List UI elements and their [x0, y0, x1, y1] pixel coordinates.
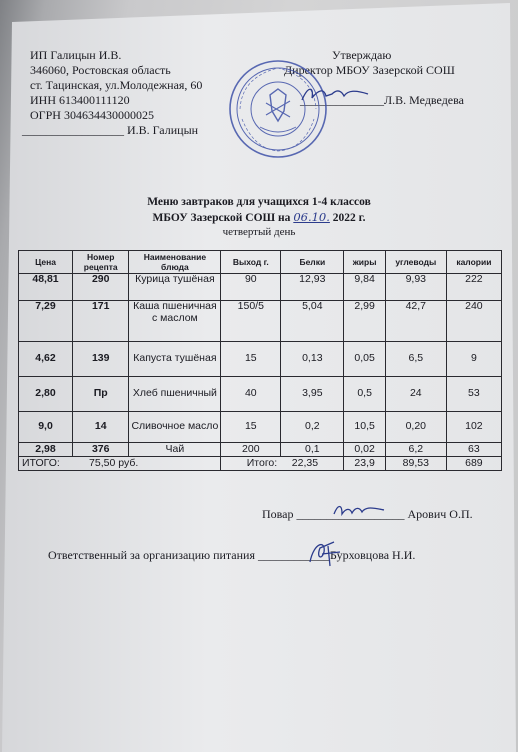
yield-cell: 15 — [221, 342, 281, 377]
totals-label: Итого: — [246, 457, 278, 469]
menu-school-date — [0, 210, 518, 225]
recipe-cell: 14 — [73, 412, 129, 443]
price-cell: 4,62 — [19, 342, 73, 377]
fat-cell: 0,02 — [344, 443, 385, 457]
total-carbs: 89,53 — [385, 457, 446, 471]
dish-cell: Капуста тушёная — [129, 342, 221, 377]
cook-label: Повар — [262, 507, 294, 521]
table-row — [19, 342, 502, 377]
recipe-cell: 139 — [73, 342, 129, 377]
column-header: Номер рецепта — [73, 251, 129, 274]
protein-cell: 3,95 — [281, 377, 344, 412]
yield-cell: 200 — [221, 443, 281, 457]
yield-cell: 90 — [221, 274, 281, 301]
recipe-cell: Пр — [73, 377, 129, 412]
org-signature-name: И.В. Галицын — [127, 123, 199, 137]
total-label: ИТОГО: — [22, 457, 60, 469]
recipe-cell: 290 — [73, 274, 129, 301]
cook-name: Арович О.П. — [407, 507, 473, 521]
director-signature-icon — [298, 82, 372, 106]
carbs-cell: 9,93 — [385, 274, 446, 301]
cook-signature-icon — [330, 500, 390, 520]
menu-year: 2022 г. — [332, 212, 366, 224]
total-row — [19, 457, 502, 471]
column-header: Цена — [19, 251, 73, 274]
menu-school-label: МБОУ Зазерской СОШ на — [152, 212, 291, 224]
fat-cell: 2,99 — [344, 301, 385, 342]
responsible-name: Бурховцова Н.И. — [330, 548, 416, 562]
responsible-label: Ответственный за организацию питания — [48, 548, 255, 562]
menu-title: Меню завтраков для учащихся 1-4 классов — [147, 196, 371, 208]
responsible-signature-line — [48, 548, 415, 562]
carbs-cell: 42,7 — [385, 301, 446, 342]
protein-cell: 0,1 — [281, 443, 344, 457]
dish-cell: Чай — [129, 443, 221, 457]
kcal-cell: 53 — [446, 377, 501, 412]
kcal-cell: 222 — [446, 274, 501, 301]
org-signature-blank: _________________ — [22, 123, 124, 137]
org-ogrn: ОГРН 304634430000025 — [30, 108, 154, 122]
dish-cell: Хлеб пшеничный — [129, 377, 221, 412]
table-row — [19, 274, 502, 301]
dish-cell: Курица тушёная — [129, 274, 221, 301]
table-row — [19, 412, 502, 443]
fat-cell: 0,5 — [344, 377, 385, 412]
yield-cell: 150/5 — [221, 301, 281, 342]
kcal-cell: 63 — [446, 443, 501, 457]
table-row — [19, 377, 502, 412]
director-position: Директор МБОУ Зазерской СОШ — [284, 63, 455, 77]
table-row — [19, 301, 502, 342]
fat-cell: 10,5 — [344, 412, 385, 443]
menu-day: четвертый день — [222, 226, 296, 238]
recipe-cell: 171 — [73, 301, 129, 342]
org-name: ИП Галицын И.В. — [30, 48, 122, 62]
protein-cell: 0,13 — [281, 342, 344, 377]
kcal-cell: 102 — [446, 412, 501, 443]
dish-cell: Сливочное масло — [129, 412, 221, 443]
total-sum: 75,50 руб. — [89, 457, 139, 469]
column-header: Наименование блюда — [129, 251, 221, 274]
responsible-blank: ____________ — [258, 548, 330, 562]
column-header: калории — [446, 251, 501, 274]
org-address-region: 346060, Ростовская область — [30, 63, 171, 77]
total-kcal: 689 — [446, 457, 501, 471]
cook-blank: __________________ — [296, 507, 405, 521]
protein-cell: 0,2 — [281, 412, 344, 443]
approve-label: Утверждаю — [332, 48, 392, 62]
kcal-cell: 240 — [446, 301, 501, 342]
org-inn: ИНН 613400111120 — [30, 93, 130, 107]
org-signature-line — [22, 123, 198, 137]
price-cell: 2,98 — [19, 443, 73, 457]
menu-table — [18, 250, 502, 471]
recipe-cell: 376 — [73, 443, 129, 457]
kcal-cell: 9 — [446, 342, 501, 377]
carbs-cell: 6,5 — [385, 342, 446, 377]
yield-cell: 40 — [221, 377, 281, 412]
dish-cell: Каша пшеничная с маслом — [129, 301, 221, 342]
school-stamp-icon — [226, 57, 330, 161]
menu-date-handwritten: 06.10. — [293, 210, 330, 224]
column-header: Выход г. — [221, 251, 281, 274]
column-header: углеводы — [385, 251, 446, 274]
table-header-row — [19, 251, 502, 274]
carbs-cell: 0,20 — [385, 412, 446, 443]
yield-cell: 15 — [221, 412, 281, 443]
total-fat: 23,9 — [344, 457, 385, 471]
price-cell: 7,29 — [19, 301, 73, 342]
table-row — [19, 443, 502, 457]
carbs-cell: 24 — [385, 377, 446, 412]
price-cell: 9,0 — [19, 412, 73, 443]
totals-cell — [221, 457, 344, 471]
fat-cell: 9,84 — [344, 274, 385, 301]
protein-cell: 5,04 — [281, 301, 344, 342]
org-address-street: ст. Тацинская, ул.Молодежная, 60 — [30, 78, 203, 92]
director-name: Л.В. Медведева — [384, 93, 464, 107]
director-signature-blank: ______________ — [300, 93, 384, 107]
total-cell — [19, 457, 221, 471]
fat-cell: 0,05 — [344, 342, 385, 377]
price-cell: 2,80 — [19, 377, 73, 412]
column-header: жиры — [344, 251, 385, 274]
protein-cell: 12,93 — [281, 274, 344, 301]
carbs-cell: 6,2 — [385, 443, 446, 457]
price-cell: 48,81 — [19, 274, 73, 301]
responsible-signature-icon — [300, 536, 350, 568]
column-header: Белки — [281, 251, 344, 274]
total-protein: 22,35 — [291, 457, 319, 469]
